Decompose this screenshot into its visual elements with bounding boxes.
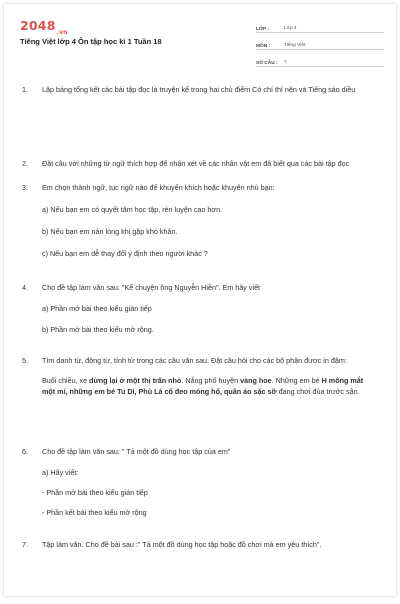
question-sub-item: b) Nếu bạn em nản lòng khi gặp khó khăn.	[42, 227, 178, 236]
question-1	[22, 84, 378, 95]
meta-row-subject	[256, 35, 384, 50]
question-sub-item: a) Nếu bạn em có quyết tâm học tập, rèn luyện cao hơn.	[42, 205, 223, 214]
question-6	[22, 446, 378, 518]
document-header	[4, 4, 396, 66]
passage-bold-text: dừng lại ở một thị trấn nhỏ	[89, 376, 182, 385]
site-logo[interactable]	[20, 18, 68, 36]
question-sub-item: b) Phần mở bài theo kiểu mở rộng.	[42, 325, 154, 334]
document-page	[4, 4, 396, 596]
question-sub-item: a) Phần mở bài theo kiểu gián tiếp	[42, 304, 152, 313]
meta-row-count	[256, 52, 384, 67]
question-2	[22, 158, 378, 169]
question-sub-item: - Phần kết bài theo kiểu mở rộng	[42, 508, 147, 517]
meta-value: Tiếng Việt	[284, 43, 306, 48]
question-number: 4.	[22, 283, 28, 292]
question-7	[22, 539, 378, 550]
question-text: Tập làm văn. Cho đề bài sau :" Tả một đồ dùng học tập hoặc đồ chơi mà em yêu thích".	[42, 540, 322, 549]
meta-label: SỐ CÂU :	[256, 61, 278, 66]
question-4	[22, 282, 378, 335]
question-text: Cho đề tập làm văn sau: " Tả một đồ dùng học tập của em"	[42, 447, 231, 456]
passage-bold-text: vàng hoe	[240, 376, 272, 385]
question-text: Lập bảng tổng kết các bài tập đọc là truyện kể trong hai chủ điểm Có chí thì nên và Tiếng sáo diều	[42, 85, 356, 94]
passage-text: . Nắng phố huyện	[181, 376, 241, 385]
meta-row-class	[256, 18, 384, 33]
question-number: 6.	[22, 447, 28, 456]
question-number: 1.	[22, 85, 28, 94]
passage-text: Buổi chiều, xe	[42, 376, 90, 385]
question-number: 3.	[22, 183, 28, 192]
question-3	[22, 182, 378, 259]
meta-value: Lớp 4	[284, 26, 297, 31]
meta-label: LỚP :	[256, 27, 270, 32]
question-sub-item: c) Nếu bạn em dễ thay đổi ý định theo người khác ?	[42, 249, 208, 258]
question-sub-item: a) Hãy viết:	[42, 468, 79, 477]
meta-label: MÔN :	[256, 44, 271, 49]
question-passage	[42, 375, 378, 397]
passage-text: . Những em bé	[271, 376, 322, 385]
question-text: Em chọn thành ngữ, tục ngữ nào để khuyến khích hoặc khuyên nhủ bạn:	[42, 183, 275, 192]
meta-info	[256, 18, 384, 69]
question-number: 2.	[22, 159, 28, 168]
question-text: Đặt câu với những từ ngữ thích hợp để nhận xét về các nhân vật em đã biết qua các bài tập đọc	[42, 159, 350, 168]
passage-bold-text: H mông mắt một mí, những em bé Tu Dí, Phù Lá cổ đeo móng hổ, quần áo sặc sỡ	[42, 376, 364, 396]
passage-text: đang chơi đùa trước sân.	[276, 387, 360, 396]
document-title: Tiếng Việt lớp 4 Ôn tập học kì 1 Tuần 18	[20, 37, 162, 46]
question-number: 5.	[22, 356, 28, 365]
logo-text: 2048	[20, 18, 56, 33]
question-sub-item: - Phần mở bài theo kiểu gián tiếp	[42, 488, 148, 497]
meta-value: 7	[284, 60, 287, 65]
question-text: Cho đề tập làm văn sau: "Kể chuyện ông Nguyễn Hiền". Em hãy viết	[42, 283, 261, 292]
logo-tld: .vn	[56, 28, 68, 36]
question-text: Tìm danh từ, động từ, tính từ trong các câu văn sau. Đặt câu hỏi cho các bộ phận được in đậm:	[42, 356, 347, 365]
question-number: 7.	[22, 540, 28, 549]
question-5	[22, 355, 378, 397]
